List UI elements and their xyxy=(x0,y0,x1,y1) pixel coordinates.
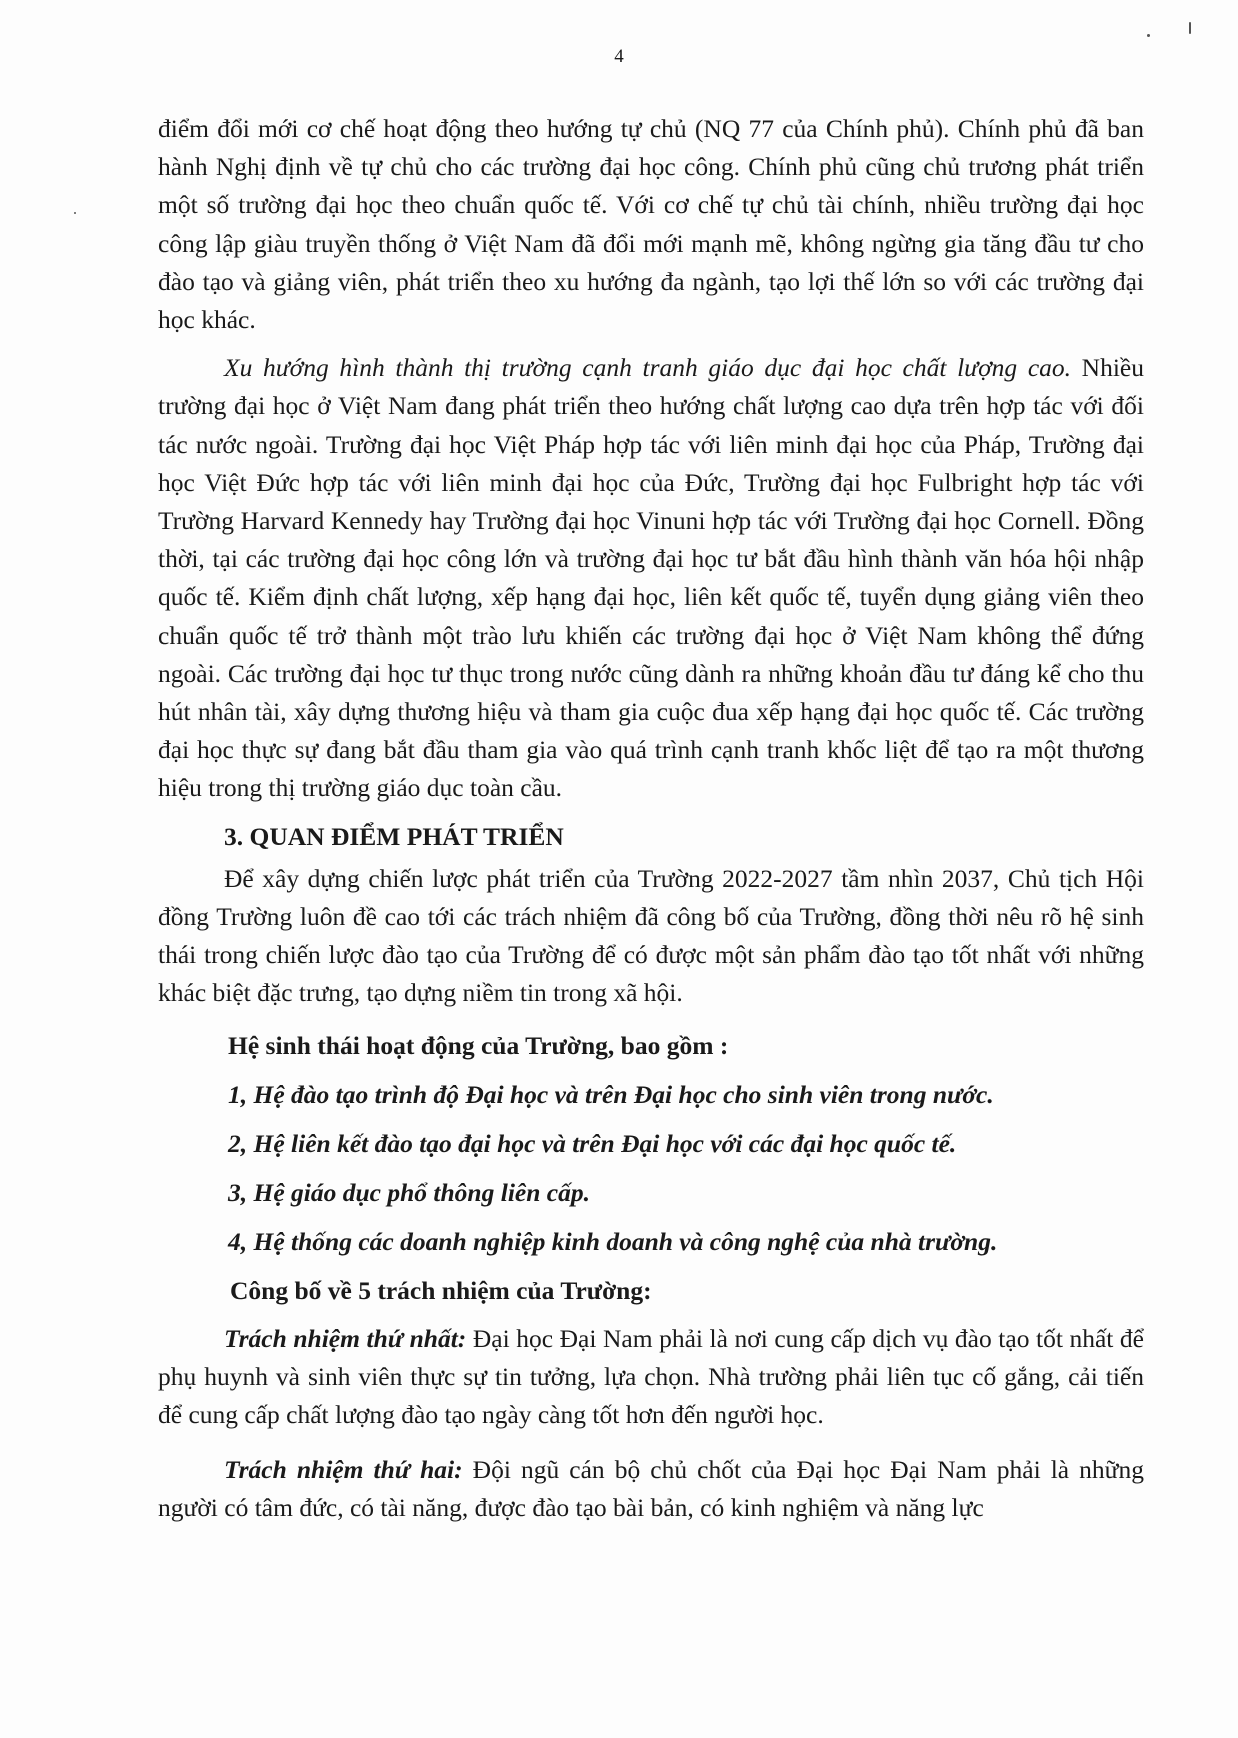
responsibility-second-body: Đội ngũ cán bộ chủ chốt của Đại học Đại Nam phải là những người có tâm đức, có tài năng, được đào tạo bài bản, có kinh nghiệm và năng lực xyxy=(158,1454,1144,1522)
section-heading: 3. QUAN ĐIỂM PHÁT TRIỂN xyxy=(224,821,564,851)
responsibility-first-lead: Trách nhiệm thứ nhất: xyxy=(224,1323,467,1353)
page-number: 4 xyxy=(614,46,624,67)
scan-speck xyxy=(1189,22,1191,34)
paragraph-competition-lead: Xu hướng hình thành thị trường cạnh tranh giáo dục đại học chất lượng cao. xyxy=(224,353,1072,383)
paragraph-autonomy: điểm đổi mới cơ chế hoạt động theo hướng tự chủ (NQ 77 của Chính phủ). Chính phủ đã ban hành Nghị định về tự chủ cho các trường đại học công. Chính phủ cũng chủ trương phát triển một số trường đại học theo chuẩn quốc tế. Với cơ chế tự chủ tài chính, nhiều trường đại học công lập giàu truyền thống ở Việt Nam đã đổi mới mạnh mẽ, không ngừng gia tăng đầu tư cho đào tạo và giảng viên, phát triển theo xu hướng đa ngành, tạo lợi thế lớn so với các trường đại học khác. xyxy=(158,114,1144,335)
responsibility-second-lead: Trách nhiệm thứ hai: xyxy=(224,1454,463,1484)
ecosystem-title: Hệ sinh thái hoạt động của Trường, bao gồm : xyxy=(228,1030,729,1060)
document-body xyxy=(158,110,1144,1527)
responsibility-first-body: Đại học Đại Nam phải là nơi cung cấp dịch vụ đào tạo tốt nhất để phụ huynh và sinh viên thực sự tin tưởng, lựa chọn. Nhà trường phải liên tục cố gắng, cải tiến để cung cấp chất lượng đào tạo ngày càng tốt hơn đến người học. xyxy=(158,1323,1144,1430)
scan-speck xyxy=(74,212,76,214)
responsibility-first xyxy=(158,1320,1144,1435)
paragraph-strategy: Để xây dựng chiến lược phát triển của Trường 2022-2027 tầm nhìn 2037, Chủ tịch Hội đồng Trường luôn đề cao tới các trách nhiệm đã công bố của Trường, đồng thời nêu rõ hệ sinh thái trong chiến lược đào tạo của Trường để có được một sản phẩm đào tạo tốt nhất với những khác biệt đặc trưng, tạo dựng niềm tin trong xã hội. xyxy=(158,863,1144,1008)
responsibility-second xyxy=(158,1451,1144,1527)
paragraph-competition xyxy=(158,349,1144,807)
ecosystem-item: 1, Hệ đào tạo trình độ Đại học và trên Đại học cho sinh viên trong nước. xyxy=(228,1079,994,1109)
responsibility-title: Công bố về 5 trách nhiệm của Trường: xyxy=(230,1275,652,1305)
ecosystem-item: 4, Hệ thống các doanh nghiệp kinh doanh và công nghệ của nhà trường. xyxy=(228,1227,998,1257)
ecosystem-item: 3, Hệ giáo dục phổ thông liên cấp. xyxy=(228,1178,590,1208)
paragraph-competition-body: Nhiều trường đại học ở Việt Nam đang phát triển theo hướng chất lượng cao dựa trên hợp tác với đối tác nước ngoài. Trường đại học Việt Pháp hợp tác với liên minh đại học của Pháp, Trường đại học Việt Đức hợp tác với liên minh đại học của Đức, Trường đại học Fulbright hợp tác với Trường Harvard Kennedy hay Trường đại học Vinuni hợp tác với Trường đại học Cornell. Đồng thời, tại các trường đại học công lớn và trường đại học tư bắt đầu hình thành văn hóa hội nhập quốc tế. Kiểm định chất lượng, xếp hạng đại học, liên kết quốc tế, tuyển dụng giảng viên theo chuẩn quốc tế trở thành một trào lưu khiến các trường đại học ở Việt Nam không thể đứng ngoài. Các trường đại học tư thục trong nước cũng dành ra những khoản đầu tư đáng kể cho thu hút nhân tài, xây dựng thương hiệu và tham gia cuộc đua xếp hạng đại học quốc tế. Các trường đại học thực sự đang bắt đầu tham gia vào quá trình cạnh tranh khốc liệt để tạo ra một thương hiệu trong thị trường giáo dục toàn cầu. xyxy=(158,353,1144,803)
ecosystem-item: 2, Hệ liên kết đào tạo đại học và trên Đại học với các đại học quốc tế. xyxy=(228,1129,957,1159)
scan-speck xyxy=(1147,34,1150,37)
